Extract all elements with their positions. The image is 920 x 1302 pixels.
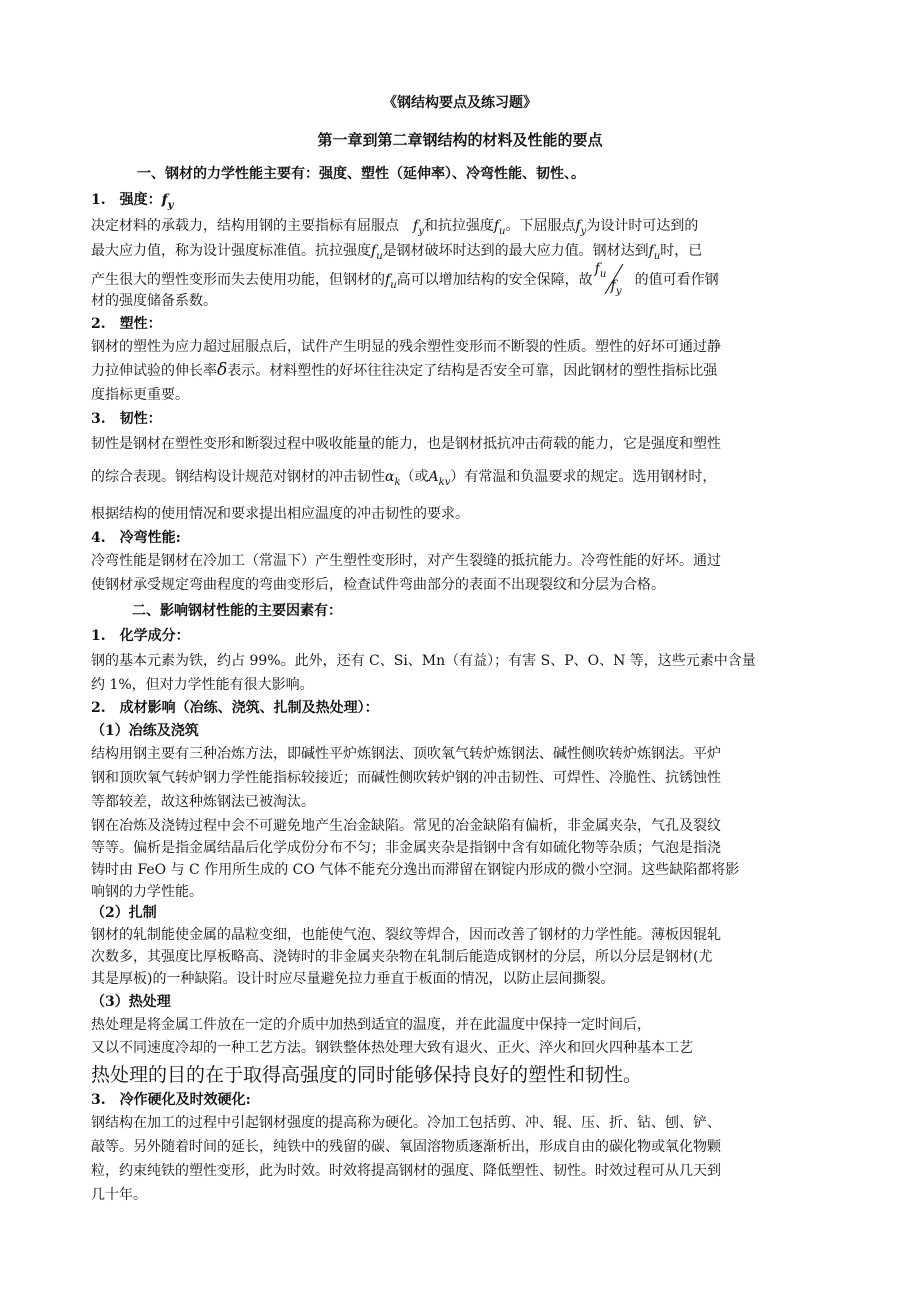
- subheading-chemistry: 1. 化学成分：: [91, 628, 190, 644]
- paragraph-defects-line2: 等等。偏析是指金属结晶后化学成份分布不匀；非金属夹杂是指钢中含有如硫化物等杂质；气泡是指浇: [91, 840, 721, 856]
- paragraph-cold-bend-line2: 使钢材承受规定弯曲程度的弯曲变形后，检查试件弯曲部分的表面不出现裂纹和分层为合格。: [91, 577, 665, 593]
- paragraph-hardening-line2: 敲等。另外随着时间的延长，纯铁中的残留的碳、氧固溶物质逐渐析出，形成自由的碳化物或氧化物颗: [91, 1139, 721, 1155]
- paragraph-chemistry-line1: 钢的基本元素为铁，约占 99%。此外，还有 C、Si、Mn（有益）；有害 S、P、O、N 等，这些元素中含量: [91, 653, 756, 669]
- paragraph-rolling-line2: 次数多，其强度比厚板略高、浇铸时的非金属夹杂物在轧制后能造成钢材的分层，所以分层是钢材(尤: [91, 949, 713, 965]
- paragraph-hardening-line3: 粒，约束纯铁的塑性变形，此为时效。时效将提高钢材的强度、降低塑性、韧性。时效过程可从几天到: [91, 1163, 721, 1179]
- chapter-heading: 第一章到第二章钢结构的材料及性能的要点: [317, 131, 603, 149]
- subheading-smelting: （1）冶练及浇筑: [91, 723, 199, 739]
- paragraph-hardening-line4: 几十年。: [91, 1187, 147, 1203]
- ratio-fu-fy: $f_u$ $f_y$: [594, 261, 622, 297]
- section-heading-2: 二、影响钢材性能的主要因素有：: [132, 603, 342, 619]
- subheading-cold-bend: 4. 冷弯性能:: [91, 530, 181, 546]
- paragraph-heat-line3: 热处理的目的在于取得高强度的同时能够保持良好的塑性和韧性。: [91, 1064, 643, 1086]
- paragraph-strength-line1: 决定材料的承载力，结构用钢的主要指标有屈服点 $f_y$和抗拉强度$f_u$。下屈服点$f_y$为设计时可达到的: [91, 218, 699, 237]
- section-heading-1: 一、钢材的力学性能主要有：强度、塑性（延伸率）、冷弯性能、韧性、。: [137, 166, 585, 182]
- paragraph-strength-line3: 产生很大的塑性变形而失去使用功能，但钢材的$f_u$高可以增加结构的安全保障，故 $f_u$ $f_y$ 的值可看作钢: [91, 261, 719, 297]
- paragraph-strength-line4: 材的强度储备系数。: [91, 293, 217, 309]
- paragraph-hardening-line1: 钢结构在加工的过程中引起钢材强度的提高称为硬化。冷加工包括剪、冲、辊、压、折、钻、刨、铲、: [91, 1115, 721, 1131]
- paragraph-toughness-line2: 的综合表现。钢结构设计规范对钢材的冲击韧性$\alpha_k$（或$A_{kv}$）有常温和负温要求的规定。选用钢材时，: [91, 469, 717, 488]
- subheading-forming: 2. 成材影响（冶练、浇筑、扎制及热处理）：: [91, 700, 379, 716]
- paragraph-smelting-line2: 钢和顶吹氧气转炉钢力学性能指标较接近；而碱性侧吹转炉钢的冲击韧性、可焊性、冷脆性、抗锈蚀性: [91, 770, 721, 786]
- subheading-strength: 1. 强度：$f_y$: [91, 192, 174, 211]
- paragraph-plasticity-line2: 力拉伸试验的伸长率δ表示。材料塑性的好坏往往决定了结构是否安全可靠，因此钢材的塑性指标比强: [91, 360, 718, 380]
- subheading-cold-hardening: 3. 冷作硬化及时效硬化:: [91, 1092, 251, 1108]
- document-title: 《钢结构要点及练习题》: [383, 95, 537, 111]
- paragraph-smelting-line3: 等都较差，故这种炼钢法已被淘汰。: [91, 794, 315, 810]
- paragraph-cold-bend-line1: 冷弯性能是钢材在冷加工（常温下）产生塑性变形时，对产生裂缝的抵抗能力。冷弯性能的好坏。通过: [91, 553, 721, 569]
- paragraph-plasticity-line3: 度指标更重要。: [91, 387, 189, 403]
- paragraph-defects-line3: 铸时由 FeO 与 C 作用所生成的 CO 气体不能充分逸出而滞留在钢锭内形成的微小空洞。这些缺陷都将影: [91, 862, 740, 878]
- subheading-toughness: 3. 韧性：: [91, 411, 162, 427]
- paragraph-heat-line1: 热处理是将金属工件放在一定的介质中加热到适宜的温度，并在此温度中保持一定时间后，: [91, 1017, 651, 1033]
- paragraph-defects-line1: 钢在冶炼及浇铸过程中会不可避免地产生冶金缺陷。常见的冶金缺陷有偏析，非金属夹杂，气孔及裂纹: [91, 818, 721, 834]
- paragraph-chemistry-line2: 约 1%，但对力学性能有很大影响。: [91, 677, 314, 693]
- subheading-heat-treatment: （3）热处理: [91, 994, 171, 1010]
- paragraph-defects-line4: 响钢的力学性能。: [91, 884, 203, 900]
- subheading-plasticity: 2. 塑性：: [91, 316, 162, 332]
- paragraph-toughness-line3: 根据结构的使用情况和要求提出相应温度的冲击韧性的要求。: [91, 506, 469, 522]
- paragraph-smelting-line1: 结构用钢主要有三种冶炼方法，即碱性平炉炼钢法、顶吹氧气转炉炼钢法、碱性侧吹转炉炼钢法。平炉: [91, 746, 721, 762]
- paragraph-rolling-line3: 其是厚板)的一种缺陷。设计时应尽量避免拉力垂直于板面的情况，以防止层间撕裂。: [91, 971, 615, 987]
- paragraph-plasticity-line1: 钢材的塑性为应力超过屈服点后，试件产生明显的残余塑性变形而不断裂的性质。塑性的好坏可通过静: [91, 339, 721, 355]
- paragraph-heat-line2: 又以不同速度冷却的一种工艺方法。钢铁整体热处理大致有退火、正火、淬火和回火四种基本工艺: [91, 1040, 693, 1056]
- paragraph-rolling-line1: 钢材的轧制能使金属的晶粒变细，也能使气泡、裂纹等焊合，因而改善了钢材的力学性能。薄板因辊轧: [91, 927, 721, 943]
- paragraph-strength-line2: 最大应力值，称为设计强度标准值。抗拉强度$f_u$是钢材破坏时达到的最大应力值。钢材达到$f_u$时，已: [91, 243, 703, 262]
- subheading-rolling: （2）扎制: [91, 905, 157, 921]
- paragraph-toughness-line1: 韧性是钢材在塑性变形和断裂过程中吸收能量的能力，也是钢材抵抗冲击荷载的能力，它是强度和塑性: [91, 436, 721, 452]
